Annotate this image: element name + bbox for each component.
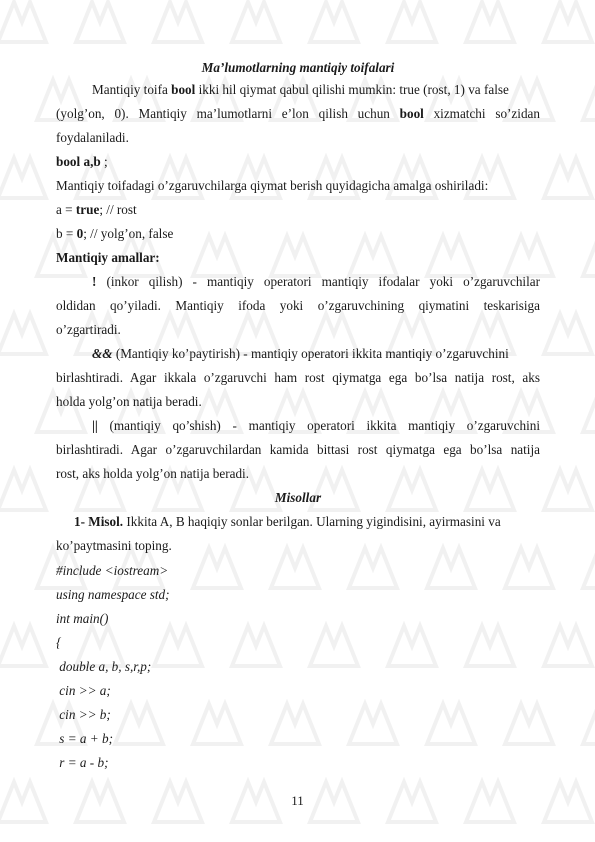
section-title: Ma’lumotlarning mantiqiy toifalari [201, 60, 395, 75]
keyword-bool: bool [171, 82, 196, 97]
code-line: int main() [56, 611, 109, 626]
watermark-icon [536, 458, 595, 522]
watermark-icon [29, 68, 93, 132]
watermark-icon [575, 224, 595, 288]
watermark-icon [341, 380, 405, 444]
code-line: cin >> b; [56, 707, 111, 722]
code-line: cin >> a; [56, 683, 111, 698]
watermark-icon [0, 146, 54, 210]
watermark-icon [146, 0, 210, 54]
watermark-icon [68, 0, 132, 54]
keyword-true: true [75, 202, 100, 217]
op-or-line-3: rost, aks holda yolg’on natija beradi. [56, 466, 250, 481]
assign-a-line [56, 202, 540, 218]
op-or-line-1 [56, 418, 540, 434]
code-line: s = a + b; [56, 731, 113, 746]
text: ikki hil qiymat qabul qilishi mumkin: true (rost, 1) va false [195, 82, 509, 97]
text: xizmatchi so’zidan [423, 106, 540, 121]
watermark-icon [575, 68, 595, 132]
watermark-icon [0, 458, 54, 522]
ops-heading: Mantiqiy amallar: [56, 250, 160, 265]
op-and-line-1 [56, 346, 540, 362]
watermark-icon [536, 302, 595, 366]
watermark-icon [536, 146, 595, 210]
watermark-icon [224, 0, 288, 54]
code-line: using namespace std; [56, 587, 170, 602]
watermark-icon [575, 692, 595, 756]
example1-line-2: ko’paytmasini toping. [56, 538, 172, 553]
text: Ikkita A, B haqiqiy sonlar berilgan. Ularning yigindisini, ayirmasini va [123, 514, 501, 529]
watermark-icon [575, 380, 595, 444]
watermark-icon [0, 302, 54, 366]
text: ; [100, 154, 108, 169]
watermark-icon [536, 0, 595, 54]
text: (inkor qilish) - mantiqiy operatori mantiqiy ifodalar yoki o’zgaruvchilar [96, 274, 540, 289]
keyword-zero: 0 [76, 226, 84, 241]
assign-b-line [56, 226, 540, 242]
text: (Mantiqiy ko’paytirish) - mantiqiy operatori ikkita mantiqiy o’zgaruvchini [112, 346, 509, 361]
watermark-icon [380, 0, 444, 54]
watermark-icon [536, 614, 595, 678]
watermark-icon [185, 380, 249, 444]
text: a = [56, 202, 76, 217]
watermark-icon [185, 68, 249, 132]
code-line: { [56, 635, 62, 650]
keyword-bool-decl: bool a,b [56, 154, 101, 169]
watermark-icon [0, 614, 54, 678]
text: b = [56, 226, 77, 241]
watermark-icon [263, 380, 327, 444]
page-number: 11 [291, 793, 304, 808]
watermark-icon [0, 0, 54, 54]
watermark-icon [29, 380, 93, 444]
op-not-line-3: o’zgartiradi. [56, 322, 121, 337]
paragraph-bool-line-2 [56, 106, 540, 122]
watermark-icon [419, 380, 483, 444]
op-and-line-3: holda yolg’on natija beradi. [56, 394, 202, 409]
text: (mantiqiy qo’shish) - mantiqiy operatori ikkita mantiqiy o’zgaruvchini [97, 418, 540, 433]
watermark-icon [263, 68, 327, 132]
op-not-line-1 [56, 274, 540, 290]
watermark-icon [419, 68, 483, 132]
code-line: #include <iostream> [56, 563, 169, 578]
example1-line-1 [56, 514, 540, 530]
paragraph-bool-line-1 [56, 82, 540, 98]
op-not-line-2: oldidan qo’yiladi. Mantiqiy ifoda yoki o’zgaruvchining qiymatini teskarisiga [56, 298, 540, 313]
assign-intro: Mantiqiy toifadagi o’zgaruvchilarga qiymat berish quyidagicha amalga oshiriladi: [56, 178, 489, 193]
watermark-icon [497, 68, 561, 132]
declaration-line [56, 154, 540, 170]
example-label: 1- Misol. [74, 514, 124, 529]
text: Mantiqiy toifa [92, 82, 172, 97]
watermark-icon [107, 380, 171, 444]
watermark-icon [458, 0, 522, 54]
examples-heading: Misollar [274, 490, 322, 505]
watermark-icon [302, 0, 366, 54]
paragraph-bool-line-3: foydalaniladi. [56, 130, 129, 145]
watermark-icon [341, 68, 405, 132]
text: ; // yolg’on, false [83, 226, 174, 241]
watermark-icon [497, 380, 561, 444]
code-line: r = a - b; [56, 755, 109, 770]
text: ; // rost [99, 202, 137, 217]
operator-not: ! [92, 274, 97, 289]
watermark-icon [575, 536, 595, 600]
code-line: double a, b, s,r,p; [56, 659, 152, 674]
operator-or: || [92, 418, 98, 433]
op-or-line-2: birlashtiradi. Agar o’zgaruvchilardan kamida bittasi rost qiymatga ega bo’lsa natija [56, 442, 540, 457]
watermark-icon [107, 68, 171, 132]
op-and-line-2: birlashtiradi. Agar ikkala o’zgaruvchi ham rost qiymatga ega bo’lsa natija rost, aks [56, 370, 540, 385]
text: (yolg’on, 0). Mantiqiy ma’lumotlarni e’lon qilish uchun [56, 106, 400, 121]
keyword-bool: bool [399, 106, 424, 121]
operator-and: && [92, 346, 113, 361]
